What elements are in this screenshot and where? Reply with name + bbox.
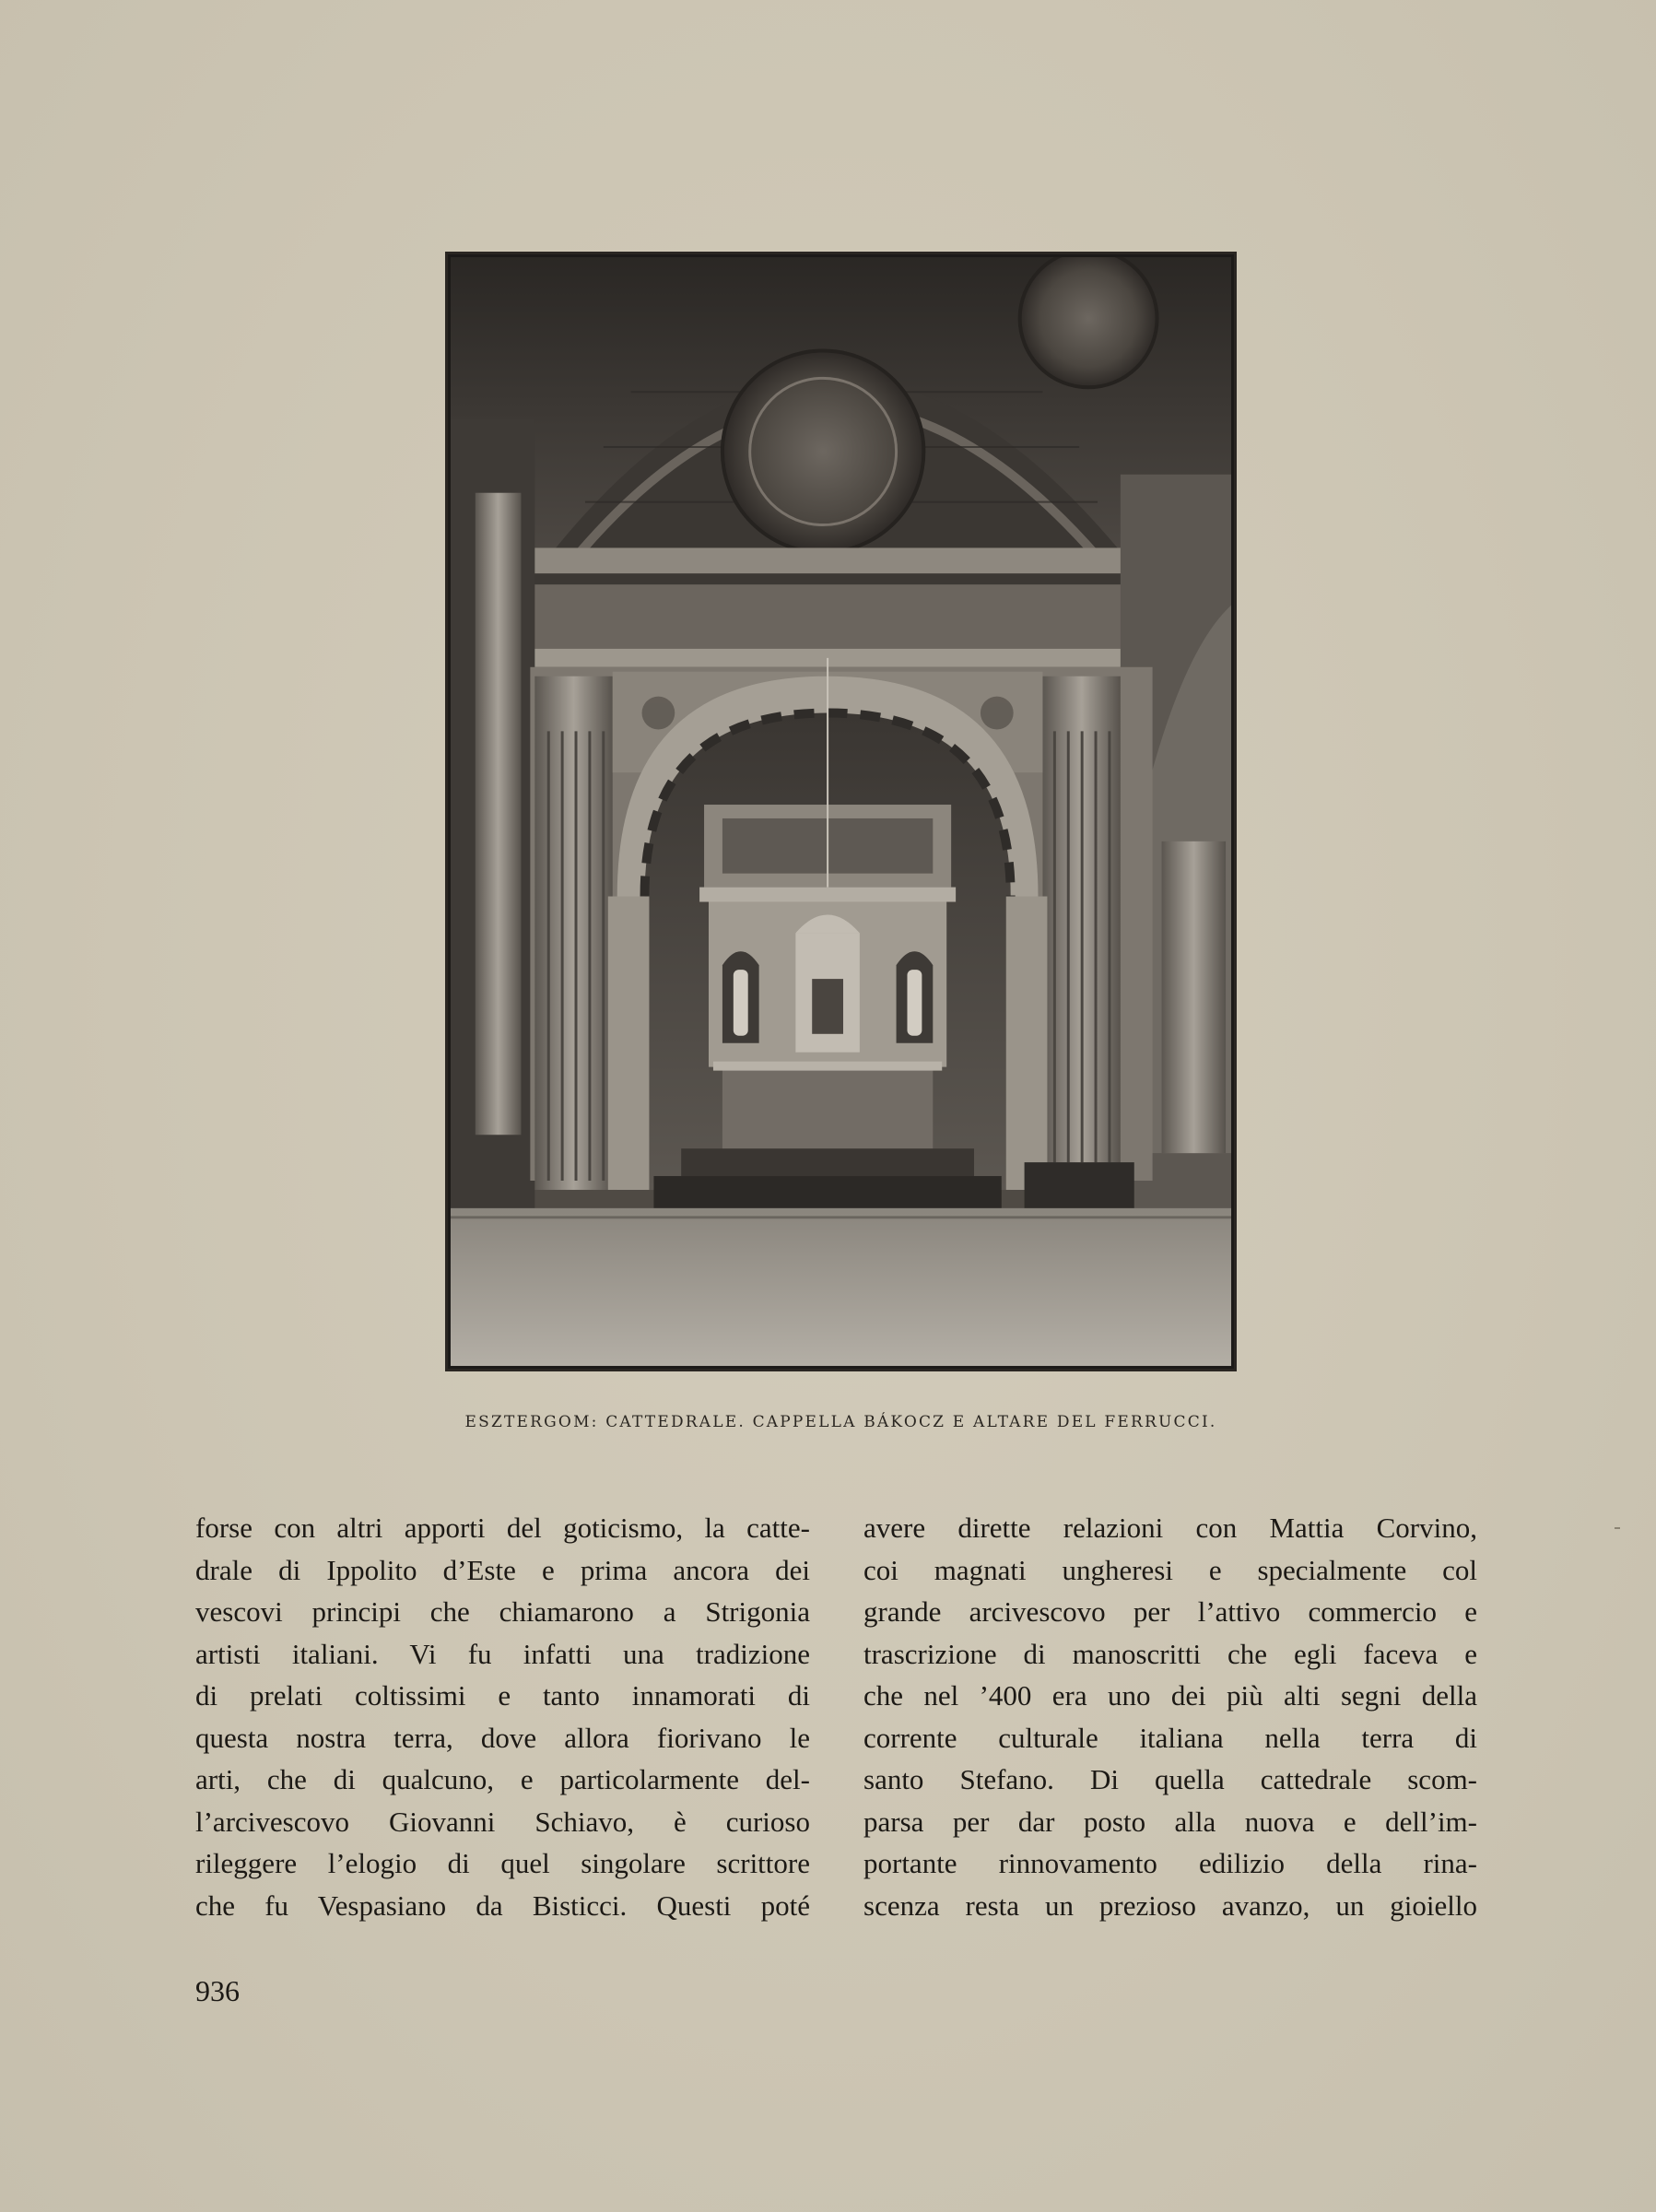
text-line: vescovi principi che chiamarono a Strigonia [195, 1595, 810, 1628]
text-line: forse con altri apporti del goticismo, la catte- [195, 1512, 810, 1544]
text-line: portante rinnovamento edilizio della rina- [863, 1847, 1477, 1879]
text-line: rileggere l’elogio di quel singolare scrittore [195, 1847, 810, 1879]
text-line: corrente culturale italiana nella terra di [863, 1721, 1477, 1754]
text-line: grande arcivescovo per l’attivo commercio e [863, 1595, 1477, 1628]
text-line: parsa per dar posto alla nuova e dell’im- [863, 1805, 1477, 1838]
text-line: trascrizione di manoscritti che egli faceva e [863, 1637, 1477, 1670]
page-number: 936 [195, 1974, 240, 2007]
text-line: questa nostra terra, dove allora fiorivano le [195, 1721, 810, 1754]
photograph-chapel-altar [445, 252, 1237, 1371]
text-line: avere dirette relazioni con Mattia Corvino, [863, 1512, 1477, 1544]
text-line: scenza resta un prezioso avanzo, un gioiello [863, 1888, 1477, 1922]
text-line: che nel ’400 era uno dei più alti segni della [863, 1679, 1477, 1712]
text-line: drale di Ippolito d’Este e prima ancora dei [195, 1553, 810, 1586]
text-line: santo Stefano. Di quella cattedrale scom- [863, 1763, 1477, 1795]
figure-caption: ESZTERGOM: CATTEDRALE. CAPPELLA BÁKOCZ E ALTARE DEL FERRUCCI. [464, 1413, 1217, 1431]
chapel-photo-illustration [448, 254, 1234, 1369]
text-column-left [195, 1507, 810, 1926]
text-line: l’arcivescovo Giovanni Schiavo, è curioso [195, 1805, 810, 1838]
text-line: coi magnati ungheresi e specialmente col [863, 1553, 1477, 1586]
text-line: di prelati coltissimi e tanto innamorati di [195, 1679, 810, 1712]
text-line: artisti italiani. Vi fu infatti una tradizione [195, 1637, 810, 1670]
text-line: arti, che di qualcuno, e particolarmente del- [195, 1763, 810, 1795]
margin-mark [1615, 1527, 1620, 1529]
text-column-right [863, 1507, 1477, 1926]
text-line: che fu Vespasiano da Bisticci. Questi poté [195, 1888, 810, 1922]
